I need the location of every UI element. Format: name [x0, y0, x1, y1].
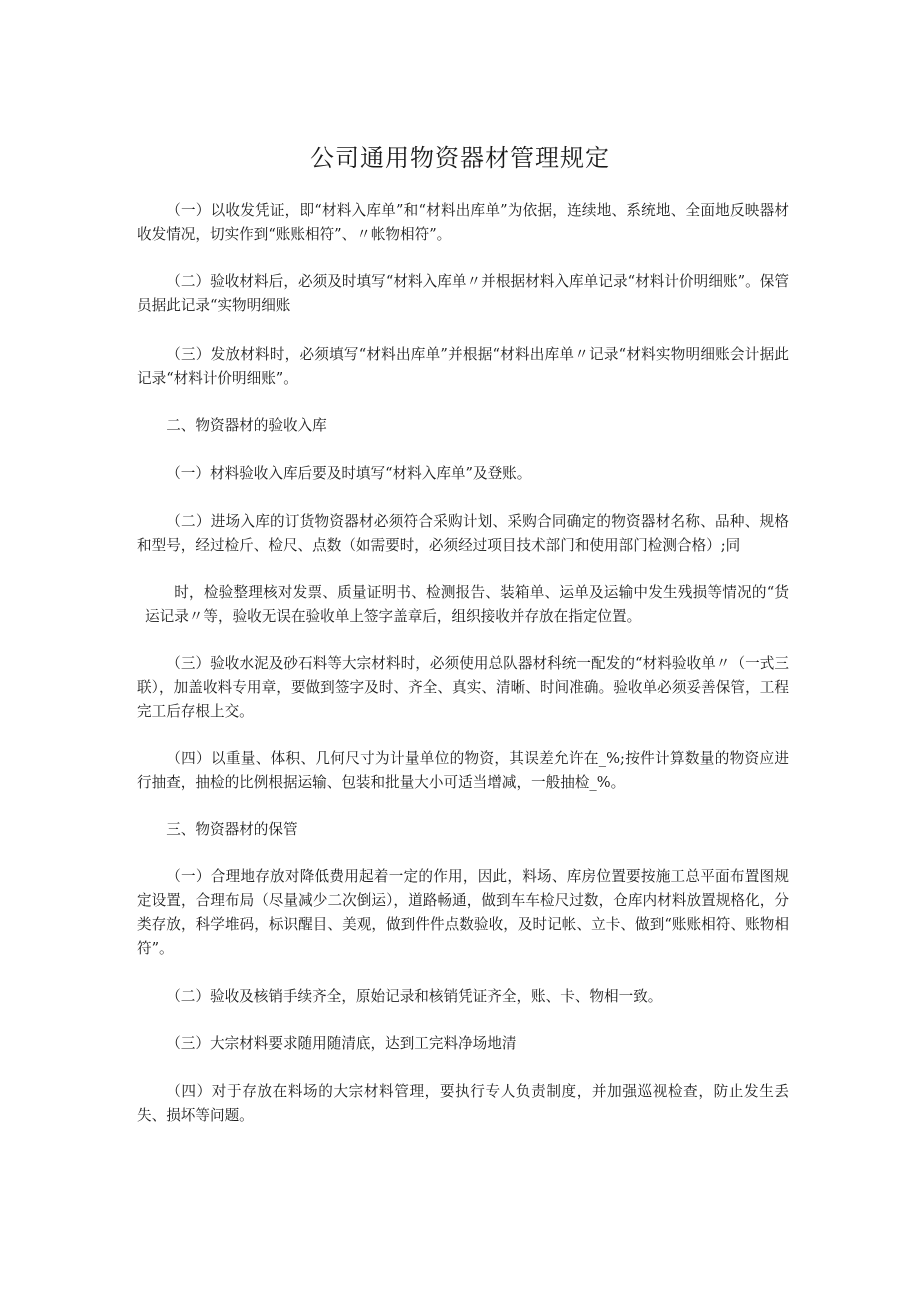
paragraph-7: （四）以重量、体积、几何尺寸为计量单位的物资，其误差允许在_%;按件计算数量的物资应进行抽查，抽检的比例根据运输、包装和批量大小可适当增减，一般抽检_%。	[137, 750, 789, 791]
paragraph-1: （一）以收发凭证，即“材料入库单”和“材料出库单”为依据，连续地、系统地、全面地反映器材收发情况，切实作到“账账相符”、〃帐物相符”。	[137, 202, 789, 243]
paragraph-10: （三）大宗材料要求随用随清底，达到工完料净场地清	[166, 1035, 517, 1052]
paragraph-4: （一）材料验收入库后要及时填写“材料入库单”及登账。	[166, 465, 532, 482]
paragraph-8: （一）合理地存放对降低费用起着一定的作用，因此，料场、库房位置要按施工总平面布置图规定设置，合理布局（尽量减少二次倒运），道路畅通，做到车车检尺过数，仓库内材料放置规格化，分类存放，科学堆码，标识醒目、美观，做到件件点数验收，及时记帐、立卡、做到“账账相符、账物相符”。	[137, 868, 789, 957]
paragraph-2: （二）验收材料后，必须及时填写“材料入库单〃并根据材料入库单记录“材料计价明细账”。保管员据此记录“实物明细账	[137, 273, 789, 314]
paragraph-5: （二）进场入库的订货物资器材必须符合采购计划、采购合同确定的物资器材名称、品种、规格和型号，经过检斤、检尺、点数（如需要时，必须经过项目技术部门和使用部门检测合格）;同	[137, 513, 789, 554]
paragraph-6: （三）验收水泥及砂石料等大宗材料时，必须使用总队器材科统一配发的“材料验收单〃（一式三联），加盖收料专用章，要做到签字及时、齐全、真实、清晰、时间准确。验收单必须妥善保管，工程完工后存根上交。	[137, 655, 789, 720]
section-heading-3: 三、物资器材的保管	[166, 821, 298, 838]
document-title: 公司通用物资器材管理规定	[310, 144, 610, 172]
paragraph-5-continued: 时，检验整理核对发票、质量证明书、检测报告、装箱单、运单及运输中发生残损等情况的“货运记录〃等，验收无误在验收单上签字盖章后，组织接收并存放在指定位置。	[145, 584, 789, 625]
paragraph-3: （三）发放材料时，必须填写“材料出库单”并根据“材料出库单〃记录“材料实物明细账会计据此记录“材料计价明细账”。	[137, 346, 789, 387]
paragraph-11: （四）对于存放在料场的大宗材料管理，要执行专人负责制度，并加强巡视检查，防止发生丢失、损坏等问题。	[137, 1083, 789, 1124]
paragraph-9: （二）验收及核销手续齐全，原始记录和核销凭证齐全，账、卡、物相一致。	[166, 988, 663, 1005]
section-heading-2: 二、物资器材的验收入库	[166, 417, 327, 434]
